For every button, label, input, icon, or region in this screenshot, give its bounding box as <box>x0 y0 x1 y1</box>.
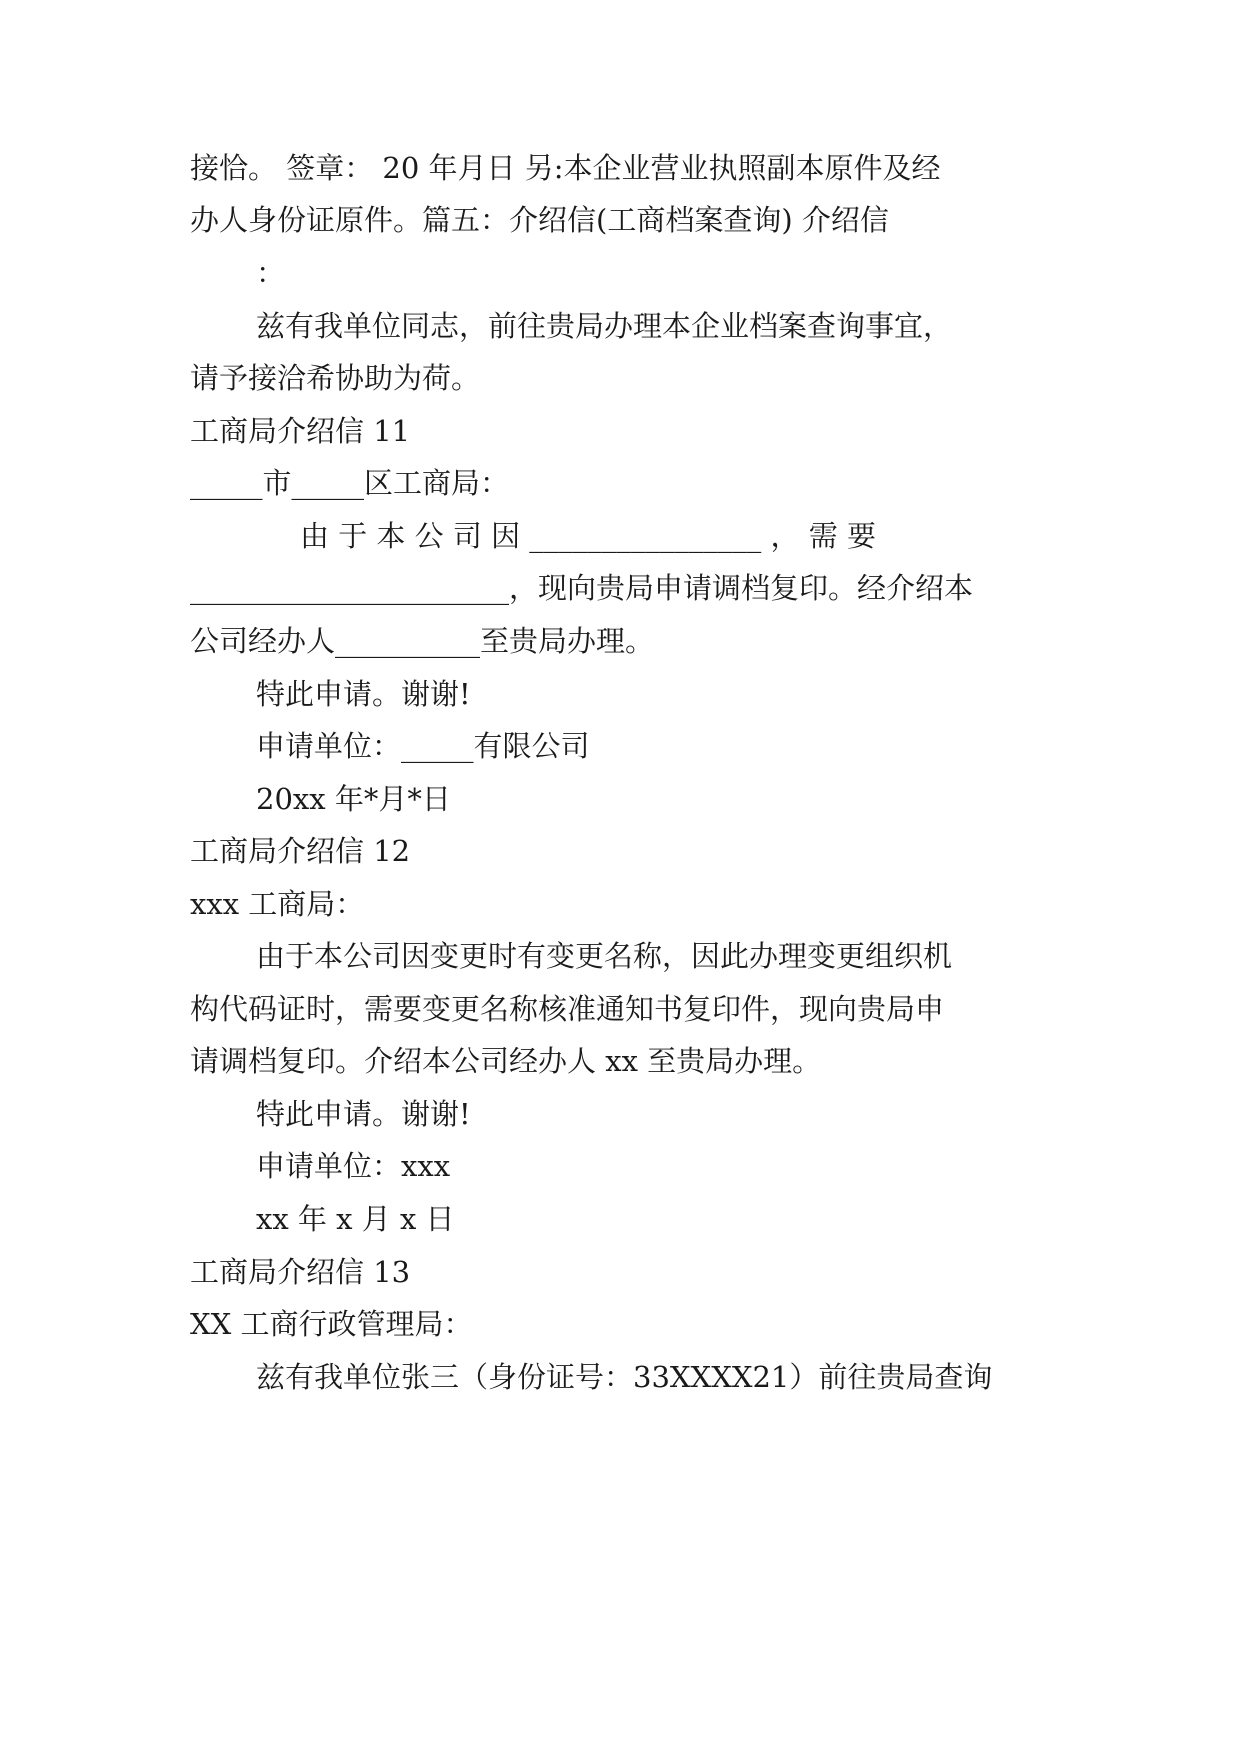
addressee-line: xxx 工商局： <box>190 887 365 921</box>
body-text-line: 公司经办人__________至贵局办理。 <box>190 624 655 658</box>
date-line: 20xx 年*月*日 <box>256 782 451 816</box>
closing-line: 特此申请。谢谢! <box>256 1097 471 1131</box>
body-text-line: ______________________，现向贵局申请调档复印。经介绍本 <box>190 571 974 605</box>
body-text-line: 由 于 本 公 司 因 ________________ ， 需 要 <box>300 519 876 553</box>
body-text-line: 请调档复印。介绍本公司经办人 xx 至贵局办理。 <box>190 1044 822 1078</box>
body-text-line: 请予接洽希协助为荷。 <box>190 361 481 395</box>
body-text-line: 办人身份证原件。篇五：介绍信(工商档案查询) 介绍信 <box>190 203 889 237</box>
body-text-line: 兹有我单位同志，前往贵局办理本企业档案查询事宜， <box>256 309 953 343</box>
salutation-colon: ： <box>256 256 286 290</box>
section-heading: 工商局介绍信 11 <box>190 414 411 448</box>
addressee-line: _____市_____区工商局： <box>190 466 510 500</box>
body-text-line: 构代码证时，需要变更名称核准通知书复印件，现向贵局申 <box>190 992 945 1026</box>
body-text-line: 兹有我单位张三（身份证号：33XXXX21）前往贵局查询 <box>256 1360 993 1394</box>
closing-line: 特此申请。谢谢! <box>256 677 471 711</box>
body-text-line: 由于本公司因变更时有变更名称，因此办理变更组织机 <box>256 939 953 973</box>
body-text-line: 接恰。 签章： 20 年月日 另:本企业营业执照副本原件及经 <box>190 151 941 185</box>
section-heading: 工商局介绍信 13 <box>190 1255 411 1289</box>
applicant-line: 申请单位：_____有限公司 <box>256 729 590 763</box>
date-line: xx 年 x 月 x 日 <box>256 1202 455 1236</box>
applicant-line: 申请单位：xxx <box>256 1149 451 1183</box>
section-heading: 工商局介绍信 12 <box>190 834 411 868</box>
addressee-line: XX 工商行政管理局： <box>190 1307 473 1341</box>
